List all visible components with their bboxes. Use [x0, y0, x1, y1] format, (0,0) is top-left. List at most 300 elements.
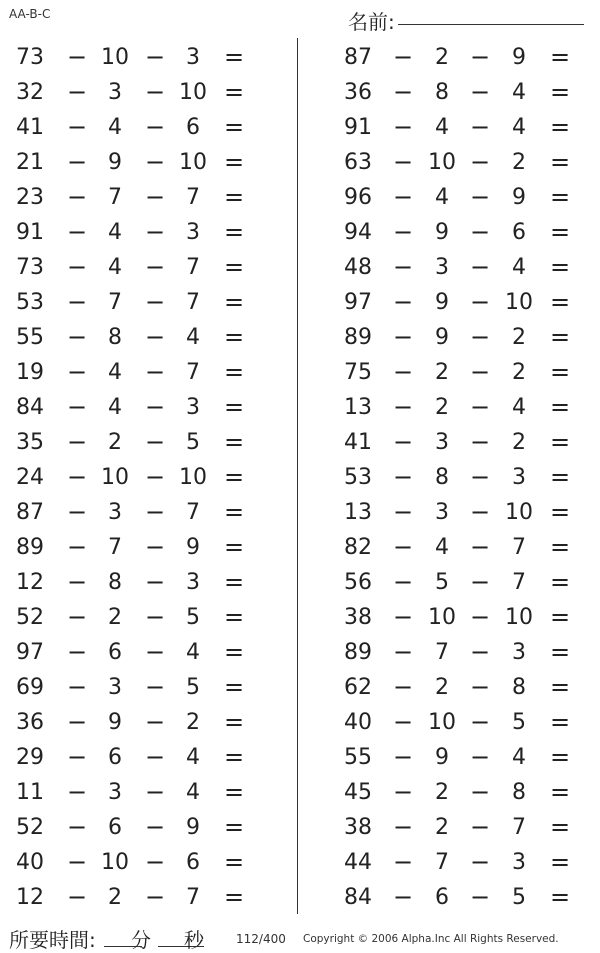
subtrahend-1: 4 [108, 220, 122, 245]
minuend: 55 [344, 745, 372, 770]
subtrahend-1: 9 [108, 710, 122, 735]
minus-sign: − [470, 743, 491, 771]
equals-sign: = [224, 253, 245, 281]
minus-sign: − [67, 883, 88, 911]
equals-sign: = [550, 463, 571, 491]
minus-sign: − [67, 848, 88, 876]
problem-row [0, 110, 600, 145]
subtrahend-2: 2 [512, 150, 526, 175]
subtrahend-1: 10 [101, 45, 129, 70]
subtrahend-2: 4 [186, 780, 200, 805]
problem-row [0, 425, 600, 460]
minuend: 38 [344, 605, 372, 630]
subtrahend-1: 5 [435, 570, 449, 595]
subtrahend-1: 7 [435, 640, 449, 665]
minus-sign: − [145, 778, 166, 806]
subtrahend-2: 7 [512, 570, 526, 595]
minus-sign: − [67, 113, 88, 141]
minuend: 38 [344, 815, 372, 840]
equals-sign: = [550, 428, 571, 456]
subtrahend-1: 3 [435, 430, 449, 455]
problem-row [0, 145, 600, 180]
subtrahend-2: 5 [512, 710, 526, 735]
minus-sign: − [470, 253, 491, 281]
subtrahend-2: 9 [186, 815, 200, 840]
subtrahend-1: 4 [108, 395, 122, 420]
minus-sign: − [470, 393, 491, 421]
problem-row [0, 775, 600, 810]
subtrahend-2: 7 [186, 185, 200, 210]
minus-sign: − [470, 848, 491, 876]
subtrahend-1: 3 [108, 80, 122, 105]
minus-sign: − [145, 848, 166, 876]
subtrahend-2: 10 [179, 80, 207, 105]
minus-sign: − [393, 113, 414, 141]
subtrahend-2: 10 [505, 290, 533, 315]
minus-sign: − [393, 183, 414, 211]
minuend: 53 [344, 465, 372, 490]
equals-sign: = [224, 43, 245, 71]
subtrahend-1: 2 [435, 360, 449, 385]
minutes-unit: 分 [131, 928, 151, 952]
subtrahend-1: 3 [108, 675, 122, 700]
equals-sign: = [224, 673, 245, 701]
minuend: 53 [16, 290, 44, 315]
minuend: 24 [16, 465, 44, 490]
minus-sign: − [67, 43, 88, 71]
subtrahend-2: 9 [512, 185, 526, 210]
minuend: 40 [344, 710, 372, 735]
subtrahend-2: 3 [186, 220, 200, 245]
minus-sign: − [145, 113, 166, 141]
subtrahend-2: 8 [512, 780, 526, 805]
minus-sign: − [67, 358, 88, 386]
copyright-notice: Copyright © 2006 Alpha.Inc All Rights Reserved. [303, 933, 559, 945]
equals-sign: = [550, 43, 571, 71]
minus-sign: − [393, 743, 414, 771]
minus-sign: − [470, 43, 491, 71]
equals-sign: = [550, 673, 571, 701]
minuend: 82 [344, 535, 372, 560]
subtrahend-2: 3 [512, 465, 526, 490]
minus-sign: − [67, 673, 88, 701]
equals-sign: = [224, 603, 245, 631]
minuend: 73 [16, 45, 44, 70]
minuend: 89 [344, 325, 372, 350]
minus-sign: − [145, 218, 166, 246]
minuend: 11 [16, 780, 44, 805]
minus-sign: − [145, 883, 166, 911]
minus-sign: − [470, 568, 491, 596]
subtrahend-1: 7 [108, 535, 122, 560]
minus-sign: − [470, 78, 491, 106]
minuend: 84 [16, 395, 44, 420]
subtrahend-2: 4 [186, 745, 200, 770]
equals-sign: = [550, 78, 571, 106]
minus-sign: − [145, 638, 166, 666]
subtrahend-2: 5 [186, 430, 200, 455]
minus-sign: − [145, 43, 166, 71]
subtrahend-2: 3 [512, 640, 526, 665]
minuend: 91 [344, 115, 372, 140]
equals-sign: = [224, 883, 245, 911]
subtrahend-2: 7 [186, 500, 200, 525]
equals-sign: = [550, 288, 571, 316]
equals-sign: = [224, 463, 245, 491]
equals-sign: = [550, 393, 571, 421]
subtrahend-1: 6 [435, 885, 449, 910]
subtrahend-2: 5 [512, 885, 526, 910]
equals-sign: = [550, 183, 571, 211]
problem-row [0, 250, 600, 285]
minus-sign: − [67, 428, 88, 456]
minus-sign: − [67, 498, 88, 526]
worksheet-code: AA-B-C [9, 7, 51, 21]
minus-sign: − [393, 463, 414, 491]
subtrahend-2: 3 [512, 850, 526, 875]
minus-sign: − [67, 288, 88, 316]
minuend: 63 [344, 150, 372, 175]
subtrahend-1: 8 [435, 80, 449, 105]
minuend: 23 [16, 185, 44, 210]
subtrahend-2: 5 [186, 675, 200, 700]
problem-row [0, 600, 600, 635]
minus-sign: − [67, 463, 88, 491]
time-label: 所要時間: [9, 928, 96, 952]
equals-sign: = [224, 148, 245, 176]
minuend: 29 [16, 745, 44, 770]
equals-sign: = [550, 708, 571, 736]
equals-sign: = [550, 113, 571, 141]
minus-sign: − [393, 393, 414, 421]
minus-sign: − [145, 463, 166, 491]
minuend: 56 [344, 570, 372, 595]
subtrahend-1: 8 [108, 325, 122, 350]
minuend: 89 [344, 640, 372, 665]
minus-sign: − [67, 778, 88, 806]
subtrahend-1: 9 [435, 220, 449, 245]
subtrahend-1: 2 [108, 430, 122, 455]
minus-sign: − [67, 393, 88, 421]
equals-sign: = [224, 708, 245, 736]
equals-sign: = [224, 848, 245, 876]
subtrahend-2: 7 [512, 815, 526, 840]
subtrahend-2: 6 [186, 850, 200, 875]
minus-sign: − [470, 428, 491, 456]
equals-sign: = [224, 743, 245, 771]
equals-sign: = [224, 393, 245, 421]
minuend: 45 [344, 780, 372, 805]
subtrahend-1: 3 [108, 500, 122, 525]
minus-sign: − [67, 813, 88, 841]
subtrahend-2: 7 [512, 535, 526, 560]
subtrahend-1: 7 [108, 290, 122, 315]
subtrahend-1: 6 [108, 640, 122, 665]
subtrahend-1: 9 [435, 745, 449, 770]
subtrahend-2: 10 [505, 605, 533, 630]
subtrahend-1: 4 [435, 535, 449, 560]
subtrahend-2: 7 [186, 360, 200, 385]
subtrahend-1: 3 [435, 500, 449, 525]
subtrahend-1: 2 [435, 780, 449, 805]
minus-sign: − [393, 638, 414, 666]
subtrahend-2: 6 [186, 115, 200, 140]
minus-sign: − [393, 568, 414, 596]
equals-sign: = [550, 603, 571, 631]
problem-row [0, 810, 600, 845]
minus-sign: − [393, 428, 414, 456]
minus-sign: − [393, 883, 414, 911]
minus-sign: − [470, 218, 491, 246]
subtrahend-2: 4 [512, 745, 526, 770]
subtrahend-2: 7 [186, 255, 200, 280]
subtrahend-1: 4 [435, 115, 449, 140]
minus-sign: − [470, 533, 491, 561]
minus-sign: − [145, 603, 166, 631]
minuend: 96 [344, 185, 372, 210]
equals-sign: = [550, 323, 571, 351]
minus-sign: − [470, 638, 491, 666]
minus-sign: − [470, 603, 491, 631]
subtrahend-2: 8 [512, 675, 526, 700]
minuend: 91 [16, 220, 44, 245]
minuend: 13 [344, 500, 372, 525]
problem-row [0, 75, 600, 110]
minus-sign: − [145, 288, 166, 316]
equals-sign: = [550, 358, 571, 386]
subtrahend-2: 2 [512, 325, 526, 350]
equals-sign: = [224, 323, 245, 351]
minuend: 44 [344, 850, 372, 875]
minuend: 75 [344, 360, 372, 385]
minuend: 55 [16, 325, 44, 350]
problem-row [0, 670, 600, 705]
problem-row [0, 635, 600, 670]
minus-sign: − [393, 498, 414, 526]
minus-sign: − [470, 673, 491, 701]
minus-sign: − [393, 358, 414, 386]
subtrahend-2: 7 [186, 885, 200, 910]
subtrahend-1: 3 [435, 255, 449, 280]
problem-row [0, 355, 600, 390]
subtrahend-2: 4 [512, 115, 526, 140]
equals-sign: = [550, 218, 571, 246]
minuend: 13 [344, 395, 372, 420]
equals-sign: = [550, 638, 571, 666]
minus-sign: − [145, 253, 166, 281]
subtrahend-1: 10 [428, 710, 456, 735]
minus-sign: − [393, 218, 414, 246]
subtrahend-1: 2 [108, 605, 122, 630]
minus-sign: − [145, 673, 166, 701]
problem-row [0, 880, 600, 915]
minus-sign: − [470, 708, 491, 736]
minus-sign: − [393, 778, 414, 806]
minuend: 21 [16, 150, 44, 175]
equals-sign: = [224, 778, 245, 806]
equals-sign: = [550, 743, 571, 771]
minus-sign: − [67, 323, 88, 351]
equals-sign: = [224, 183, 245, 211]
problem-row [0, 390, 600, 425]
equals-sign: = [224, 568, 245, 596]
minus-sign: − [393, 603, 414, 631]
minus-sign: − [67, 603, 88, 631]
minus-sign: − [393, 323, 414, 351]
problem-row [0, 495, 600, 530]
subtrahend-1: 9 [435, 290, 449, 315]
equals-sign: = [550, 848, 571, 876]
problem-row [0, 320, 600, 355]
minus-sign: − [393, 708, 414, 736]
equals-sign: = [550, 253, 571, 281]
minuend: 19 [16, 360, 44, 385]
subtrahend-1: 4 [108, 360, 122, 385]
subtrahend-2: 7 [186, 290, 200, 315]
subtrahend-1: 2 [435, 45, 449, 70]
name-label: 名前: [348, 10, 395, 34]
minus-sign: − [393, 848, 414, 876]
problem-row [0, 40, 600, 75]
name-field-line[interactable] [398, 24, 584, 25]
minus-sign: − [393, 288, 414, 316]
minus-sign: − [393, 78, 414, 106]
minuend: 41 [16, 115, 44, 140]
minus-sign: − [67, 638, 88, 666]
minuend: 48 [344, 255, 372, 280]
minus-sign: − [470, 148, 491, 176]
subtrahend-1: 2 [435, 395, 449, 420]
minus-sign: − [67, 568, 88, 596]
minus-sign: − [145, 393, 166, 421]
minus-sign: − [470, 323, 491, 351]
minus-sign: − [145, 78, 166, 106]
subtrahend-2: 5 [186, 605, 200, 630]
minus-sign: − [67, 743, 88, 771]
minus-sign: − [145, 708, 166, 736]
minus-sign: − [470, 813, 491, 841]
subtrahend-2: 2 [186, 710, 200, 735]
seconds-unit: 秒 [184, 928, 204, 952]
minus-sign: − [470, 113, 491, 141]
minus-sign: − [393, 813, 414, 841]
equals-sign: = [550, 148, 571, 176]
subtrahend-2: 4 [512, 395, 526, 420]
equals-sign: = [224, 533, 245, 561]
minus-sign: − [470, 883, 491, 911]
minuend: 12 [16, 885, 44, 910]
minuend: 97 [344, 290, 372, 315]
minus-sign: − [145, 498, 166, 526]
subtrahend-2: 3 [186, 570, 200, 595]
minus-sign: − [67, 148, 88, 176]
problem-row [0, 285, 600, 320]
subtrahend-2: 9 [186, 535, 200, 560]
subtrahend-2: 2 [512, 360, 526, 385]
minus-sign: − [145, 183, 166, 211]
equals-sign: = [224, 78, 245, 106]
equals-sign: = [550, 813, 571, 841]
minuend: 36 [344, 80, 372, 105]
minus-sign: − [145, 533, 166, 561]
minus-sign: − [470, 288, 491, 316]
subtrahend-2: 2 [512, 430, 526, 455]
subtrahend-1: 6 [108, 745, 122, 770]
subtrahend-1: 9 [435, 325, 449, 350]
minus-sign: − [393, 43, 414, 71]
minus-sign: − [67, 253, 88, 281]
minuend: 89 [16, 535, 44, 560]
minus-sign: − [393, 533, 414, 561]
subtrahend-2: 4 [512, 255, 526, 280]
minuend: 94 [344, 220, 372, 245]
minus-sign: − [470, 778, 491, 806]
minus-sign: − [470, 183, 491, 211]
subtrahend-2: 4 [512, 80, 526, 105]
minuend: 73 [16, 255, 44, 280]
minus-sign: − [470, 463, 491, 491]
problem-row [0, 565, 600, 600]
minus-sign: − [470, 498, 491, 526]
minus-sign: − [145, 148, 166, 176]
minuend: 52 [16, 605, 44, 630]
minuend: 35 [16, 430, 44, 455]
subtrahend-1: 10 [101, 850, 129, 875]
minuend: 32 [16, 80, 44, 105]
equals-sign: = [224, 358, 245, 386]
equals-sign: = [224, 638, 245, 666]
minuend: 87 [16, 500, 44, 525]
minus-sign: − [393, 673, 414, 701]
subtrahend-2: 9 [512, 45, 526, 70]
minus-sign: − [145, 358, 166, 386]
minuend: 52 [16, 815, 44, 840]
equals-sign: = [550, 498, 571, 526]
minuend: 87 [344, 45, 372, 70]
subtrahend-1: 2 [108, 885, 122, 910]
subtrahend-1: 4 [435, 185, 449, 210]
subtrahend-1: 8 [108, 570, 122, 595]
page-number: 112/400 [236, 932, 286, 946]
equals-sign: = [550, 778, 571, 806]
subtrahend-1: 2 [435, 815, 449, 840]
subtrahend-2: 4 [186, 325, 200, 350]
minuend: 41 [344, 430, 372, 455]
minuend: 12 [16, 570, 44, 595]
subtrahend-1: 10 [428, 150, 456, 175]
subtrahend-1: 4 [108, 255, 122, 280]
equals-sign: = [550, 568, 571, 596]
minus-sign: − [67, 533, 88, 561]
minus-sign: − [145, 743, 166, 771]
subtrahend-1: 6 [108, 815, 122, 840]
equals-sign: = [224, 288, 245, 316]
problem-row [0, 845, 600, 880]
minus-sign: − [145, 323, 166, 351]
equals-sign: = [550, 883, 571, 911]
subtrahend-1: 10 [428, 605, 456, 630]
equals-sign: = [224, 218, 245, 246]
subtrahend-1: 3 [108, 780, 122, 805]
equals-sign: = [224, 428, 245, 456]
subtrahend-1: 4 [108, 115, 122, 140]
minuend: 97 [16, 640, 44, 665]
minus-sign: − [145, 813, 166, 841]
minus-sign: − [67, 78, 88, 106]
subtrahend-2: 6 [512, 220, 526, 245]
minus-sign: − [145, 568, 166, 596]
subtrahend-2: 4 [186, 640, 200, 665]
